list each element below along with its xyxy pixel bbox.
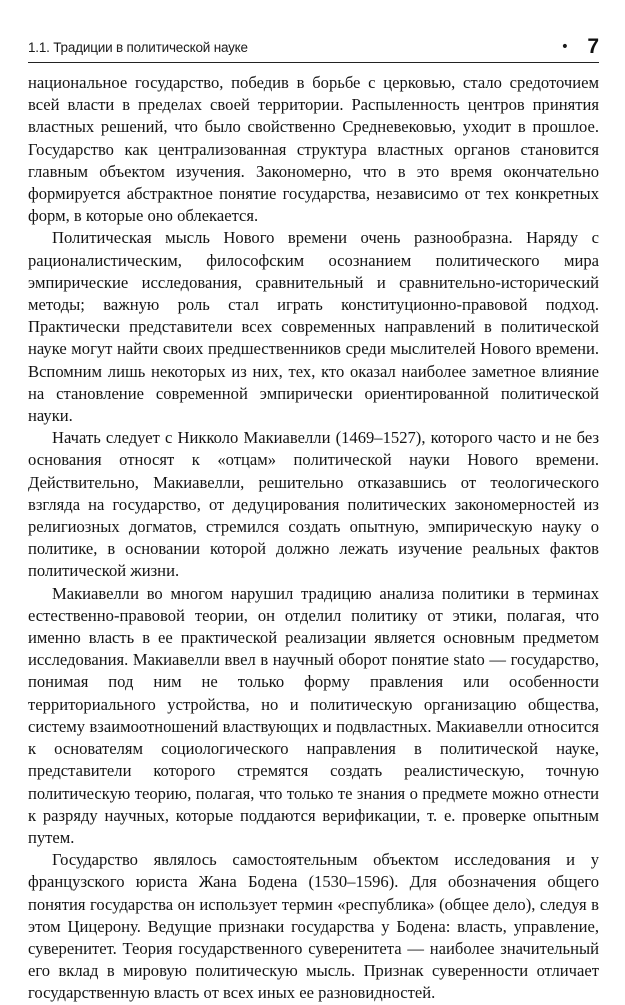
page-number: 7 (587, 35, 599, 58)
paragraph-2: Политическая мысль Нового времени очень разнообразна. Наряду с рационалистическим, философским осознанием политического мира эмпирические исследования, сравнительный и сравнительно-исторический методы; важную роль стал играть конституционно-правовой подход. Практически представители всех современных направлений в политической науке могут найти своих предшественников среди мыслителей Нового времени. Вспомним лишь некоторых из них, тех, кто оказал наиболее заметное влияние на становление современной эмпирически ориентированной политической науки. (28, 228, 599, 426)
header-rule (28, 62, 599, 63)
paragraph-3: Начать следует с Никколо Макиавелли (1469–1527), которого часто и не без основания относят к «отцам» политической науки Нового времени. Действительно, Макиавелли, решительно отказавшись от теологического взгляда на государство, от дедуцирования политических закономерностей из религиозных догматов, стремился создать опытную, эмпирическую науку о политике, в основании которой должно лежать изучение реальных фактов политической жизни. (28, 428, 599, 581)
page-header (28, 36, 599, 62)
paragraph-1: национальное государство, победив в борьбе с церковью, стало средоточием всей власти в пределах своей территории. Распыленность центров принятия властных решений, что было свойственно Средневековью, уходит в прошлое. Государство как централизованная структура властных органов становится главным объектом изучения. Закономерно, что в это время окончательно формируется абстрактное понятие государства, независимо от тех конкретных форм, в которые оно облекается. (28, 73, 599, 226)
header-bullet: • (560, 39, 569, 55)
body-text (28, 72, 599, 1005)
running-title: 1.1. Традиции в политической науке (28, 40, 248, 55)
paragraph-4: Макиавелли во многом нарушил традицию анализа политики в терминах естественно-правовой теории, он отделил политику от этики, полагая, что именно власть в ее практической реализации является основным предметом исследования. Макиавелли ввел в научный оборот понятие stato — государство, понимая под ним не только форму правления или особенности территориального устройства, но и политическую организацию общества, систему взаимоотношений властвующих и подвластных. Макиавелли относится к основателям социологического направления в политической науке, представители которого стремятся создать реалистическую, точную политическую теорию, полагая, что только те знания о предмете можно отнести к разряду научных, которые поддаются верификации, т. е. проверке опытным путем. (28, 583, 599, 847)
paragraph-5: Государство являлось самостоятельным объектом исследования и у французского юриста Жана Бодена (1530–1596). Для обозначения общего понятия государства он использует термин «республика» (общее дело), следуя в этом Цицерону. Ведущие признаки государства у Бодена: власть, управление, суверенитет. Теория государственного суверенитета — наиболее значительный его вклад в мировую политическую мысль. Признак суверенности отличает государственную власть от всех иных ее разновидностей. (28, 850, 599, 1003)
